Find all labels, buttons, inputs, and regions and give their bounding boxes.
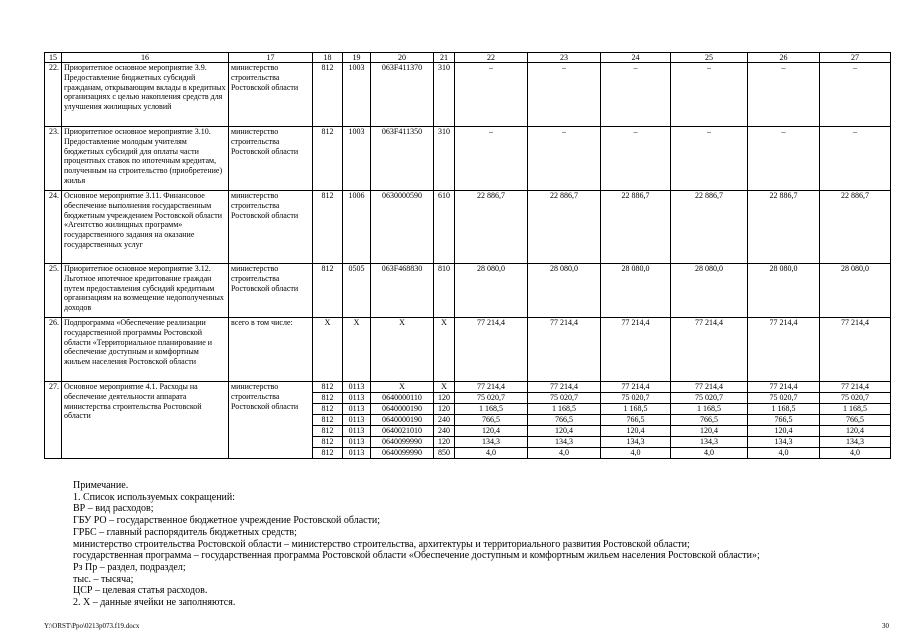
- table-row: [45, 318, 891, 382]
- code-cell: 610: [434, 191, 455, 264]
- amount-cell: 120,4: [820, 426, 891, 437]
- executor: всего в том числе:: [229, 318, 313, 382]
- code-cell: 063F468830: [371, 264, 434, 318]
- amount-cell: 75 020,7: [528, 393, 601, 404]
- executor: министерство строительства Ростовской области: [229, 63, 313, 127]
- amount-cell: 28 080,0: [671, 264, 748, 318]
- amount-cell: –: [671, 127, 748, 191]
- row-number: 24.: [45, 191, 62, 264]
- amount-cell: 28 080,0: [601, 264, 671, 318]
- amount-cell: 120,4: [455, 426, 528, 437]
- code-cell: 310: [434, 63, 455, 127]
- amount-cell: 77 214,4: [528, 318, 601, 382]
- amount-cell: 77 214,4: [601, 382, 671, 393]
- measure-name: Подпрограмма «Обеспечение реализации государственной программы Ростовской области «Территориальное планирование и обеспечение доступным и комфортным жильем населения Ростовской области: [62, 318, 229, 382]
- amount-cell: 134,3: [455, 437, 528, 448]
- amount-cell: 77 214,4: [671, 382, 748, 393]
- row-number: 23.: [45, 127, 62, 191]
- code-cell: 063F411370: [371, 63, 434, 127]
- amount-cell: 77 214,4: [748, 382, 820, 393]
- amount-cell: 75 020,7: [455, 393, 528, 404]
- amount-cell: 1 168,5: [748, 404, 820, 415]
- measure-name: Приоритетное основное мероприятие 3.10. Предоставление молодым учителям бюджетных субсидий для оплаты части процентных ставок по ипотечным кредитам, полученным на строительство (приобретение) жилья: [62, 127, 229, 191]
- amount-cell: –: [528, 127, 601, 191]
- table-row: [45, 63, 891, 127]
- code-cell: Х: [434, 318, 455, 382]
- amount-cell: 4,0: [455, 448, 528, 459]
- column-header: 22: [455, 53, 528, 63]
- measure-name: Основное мероприятие 4.1. Расходы на обеспечение деятельности аппарата министерства строительства Ростовской области: [62, 382, 229, 459]
- amount-cell: 22 886,7: [748, 191, 820, 264]
- amount-cell: 77 214,4: [820, 382, 891, 393]
- amount-cell: –: [671, 63, 748, 127]
- amount-cell: 766,5: [820, 415, 891, 426]
- amount-cell: 1 168,5: [820, 404, 891, 415]
- amount-cell: 1 168,5: [671, 404, 748, 415]
- code-cell: Х: [313, 318, 343, 382]
- amount-cell: –: [601, 127, 671, 191]
- amount-cell: 1 168,5: [455, 404, 528, 415]
- amount-cell: –: [748, 63, 820, 127]
- budget-table: [44, 52, 891, 459]
- executor: министерство строительства Ростовской области: [229, 127, 313, 191]
- code-cell: 812: [313, 63, 343, 127]
- amount-cell: 120,4: [748, 426, 820, 437]
- amount-cell: 120,4: [671, 426, 748, 437]
- note-line: ГБУ РО – государственное бюджетное учреждение Ростовской области;: [73, 515, 381, 527]
- code-cell: 120: [434, 404, 455, 415]
- code-cell: 850: [434, 448, 455, 459]
- amount-cell: –: [528, 63, 601, 127]
- code-cell: 0113: [343, 448, 371, 459]
- amount-cell: –: [748, 127, 820, 191]
- column-header: 25: [671, 53, 748, 63]
- code-cell: 0630000590: [371, 191, 434, 264]
- column-header: 17: [229, 53, 313, 63]
- amount-cell: 75 020,7: [601, 393, 671, 404]
- amount-cell: 4,0: [601, 448, 671, 459]
- column-header: 23: [528, 53, 601, 63]
- amount-cell: 1 168,5: [601, 404, 671, 415]
- amount-cell: 77 214,4: [820, 318, 891, 382]
- measure-name: Приоритетное основное мероприятие 3.9. Предоставление бюджетных субсидий гражданам, открывающим вклады в кредитных организациях с целью накопления средств для улучшения жилищных условий: [62, 63, 229, 127]
- column-header: 19: [343, 53, 371, 63]
- code-cell: 240: [434, 426, 455, 437]
- code-cell: 812: [313, 448, 343, 459]
- amount-cell: 77 214,4: [455, 382, 528, 393]
- amount-cell: 120,4: [601, 426, 671, 437]
- note-line: тыс. – тысяча;: [73, 573, 134, 585]
- note-line: 2. Х – данные ячейки не заполняются.: [73, 597, 236, 609]
- amount-cell: –: [820, 63, 891, 127]
- code-cell: 063F411350: [371, 127, 434, 191]
- column-header: 27: [820, 53, 891, 63]
- amount-cell: 22 886,7: [528, 191, 601, 264]
- table-row: [45, 127, 891, 191]
- code-cell: 0640099990: [371, 448, 434, 459]
- code-cell: 812: [313, 437, 343, 448]
- amount-cell: 28 080,0: [455, 264, 528, 318]
- note-line: 1. Список используемых сокращений:: [73, 491, 236, 503]
- code-cell: 812: [313, 264, 343, 318]
- column-header: 26: [748, 53, 820, 63]
- note-line: Примечание.: [73, 480, 129, 491]
- note-line: ВР – вид расходов;: [73, 503, 154, 515]
- code-cell: Х: [343, 318, 371, 382]
- code-cell: 0113: [343, 426, 371, 437]
- amount-cell: 134,3: [528, 437, 601, 448]
- column-header: 24: [601, 53, 671, 63]
- file-path: Y:\ORST\Ppo\0213p073.f19.docx: [44, 622, 140, 630]
- code-cell: 1006: [343, 191, 371, 264]
- column-number-row: [45, 53, 891, 63]
- amount-cell: 77 214,4: [671, 318, 748, 382]
- code-cell: 812: [313, 426, 343, 437]
- amount-cell: 134,3: [820, 437, 891, 448]
- code-cell: 240: [434, 415, 455, 426]
- amount-cell: 134,3: [601, 437, 671, 448]
- code-cell: 812: [313, 404, 343, 415]
- amount-cell: –: [601, 63, 671, 127]
- measure-name: Основное мероприятие 3.11. Финансовое обеспечение выполнения государственным бюджетным учреждением Ростовской области «Агентство жилищных программ» государственного задания на оказание государственных услуг: [62, 191, 229, 264]
- amount-cell: 120,4: [528, 426, 601, 437]
- code-cell: 0113: [343, 437, 371, 448]
- amount-cell: 28 080,0: [820, 264, 891, 318]
- amount-cell: 766,5: [528, 415, 601, 426]
- amount-cell: 1 168,5: [528, 404, 601, 415]
- code-cell: 0113: [343, 404, 371, 415]
- amount-cell: 4,0: [671, 448, 748, 459]
- measure-name: Приоритетное основное мероприятие 3.12. Льготное ипотечное кредитование граждан путем предоставления субсидий кредитным организациям на возмещение недополученных доходов: [62, 264, 229, 318]
- note-line: государственная программа – государственная программа Ростовской области «Обеспечение доступным и комфортным жильем населения Ростовской области»;: [73, 550, 760, 562]
- amount-cell: 77 214,4: [528, 382, 601, 393]
- code-cell: 0113: [343, 415, 371, 426]
- page-number: 30: [882, 622, 889, 630]
- code-cell: Х: [371, 318, 434, 382]
- notes-section: [73, 480, 760, 609]
- amount-cell: 77 214,4: [601, 318, 671, 382]
- column-header: 18: [313, 53, 343, 63]
- code-cell: 810: [434, 264, 455, 318]
- code-cell: 0640099990: [371, 437, 434, 448]
- code-cell: 812: [313, 191, 343, 264]
- code-cell: 812: [313, 393, 343, 404]
- row-number: 25.: [45, 264, 62, 318]
- amount-cell: –: [455, 63, 528, 127]
- code-cell: 120: [434, 437, 455, 448]
- amount-cell: 766,5: [671, 415, 748, 426]
- code-cell: 0113: [343, 393, 371, 404]
- row-number: 26.: [45, 318, 62, 382]
- code-cell: 1003: [343, 63, 371, 127]
- amount-cell: –: [820, 127, 891, 191]
- executor: министерство строительства Ростовской области: [229, 382, 313, 459]
- column-header: 20: [371, 53, 434, 63]
- amount-cell: 28 080,0: [748, 264, 820, 318]
- code-cell: 120: [434, 393, 455, 404]
- amount-cell: 22 886,7: [671, 191, 748, 264]
- executor: министерство строительства Ростовской области: [229, 191, 313, 264]
- executor: министерство строительства Ростовской области: [229, 264, 313, 318]
- code-cell: Х: [434, 382, 455, 393]
- amount-cell: 4,0: [820, 448, 891, 459]
- amount-cell: 77 214,4: [455, 318, 528, 382]
- code-cell: 0113: [343, 382, 371, 393]
- amount-cell: 4,0: [748, 448, 820, 459]
- amount-cell: –: [455, 127, 528, 191]
- table-row: [45, 264, 891, 318]
- column-header: 21: [434, 53, 455, 63]
- amount-cell: 4,0: [528, 448, 601, 459]
- code-cell: 812: [313, 127, 343, 191]
- amount-cell: 75 020,7: [748, 393, 820, 404]
- code-cell: 310: [434, 127, 455, 191]
- amount-cell: 28 080,0: [528, 264, 601, 318]
- column-header: 16: [62, 53, 229, 63]
- amount-cell: 22 886,7: [601, 191, 671, 264]
- amount-cell: 134,3: [748, 437, 820, 448]
- code-cell: 0640021010: [371, 426, 434, 437]
- code-cell: Х: [371, 382, 434, 393]
- note-line: ЦСР – целевая статья расходов.: [73, 585, 208, 597]
- row-number: 22.: [45, 63, 62, 127]
- amount-cell: 75 020,7: [820, 393, 891, 404]
- table-body: [45, 53, 891, 459]
- table-row: [45, 191, 891, 264]
- amount-cell: 22 886,7: [455, 191, 528, 264]
- note-line: министерство строительства Ростовской области – министерство строительства, архитектуры и территориального развития Ростовской области;: [73, 538, 690, 550]
- code-cell: 1003: [343, 127, 371, 191]
- table-row: [45, 382, 891, 393]
- row-number: 27.: [45, 382, 62, 459]
- note-line: Рз Пр – раздел, подраздел;: [73, 561, 186, 573]
- note-line: ГРБС – главный распорядитель бюджетных средств;: [73, 526, 297, 538]
- amount-cell: 766,5: [601, 415, 671, 426]
- amount-cell: 766,5: [748, 415, 820, 426]
- amount-cell: 766,5: [455, 415, 528, 426]
- amount-cell: 134,3: [671, 437, 748, 448]
- amount-cell: 22 886,7: [820, 191, 891, 264]
- amount-cell: 77 214,4: [748, 318, 820, 382]
- amount-cell: 75 020,7: [671, 393, 748, 404]
- code-cell: 0640000190: [371, 404, 434, 415]
- column-header: 15: [45, 53, 62, 63]
- code-cell: 0505: [343, 264, 371, 318]
- code-cell: 0640000110: [371, 393, 434, 404]
- code-cell: 812: [313, 382, 343, 393]
- code-cell: 812: [313, 415, 343, 426]
- code-cell: 0640000190: [371, 415, 434, 426]
